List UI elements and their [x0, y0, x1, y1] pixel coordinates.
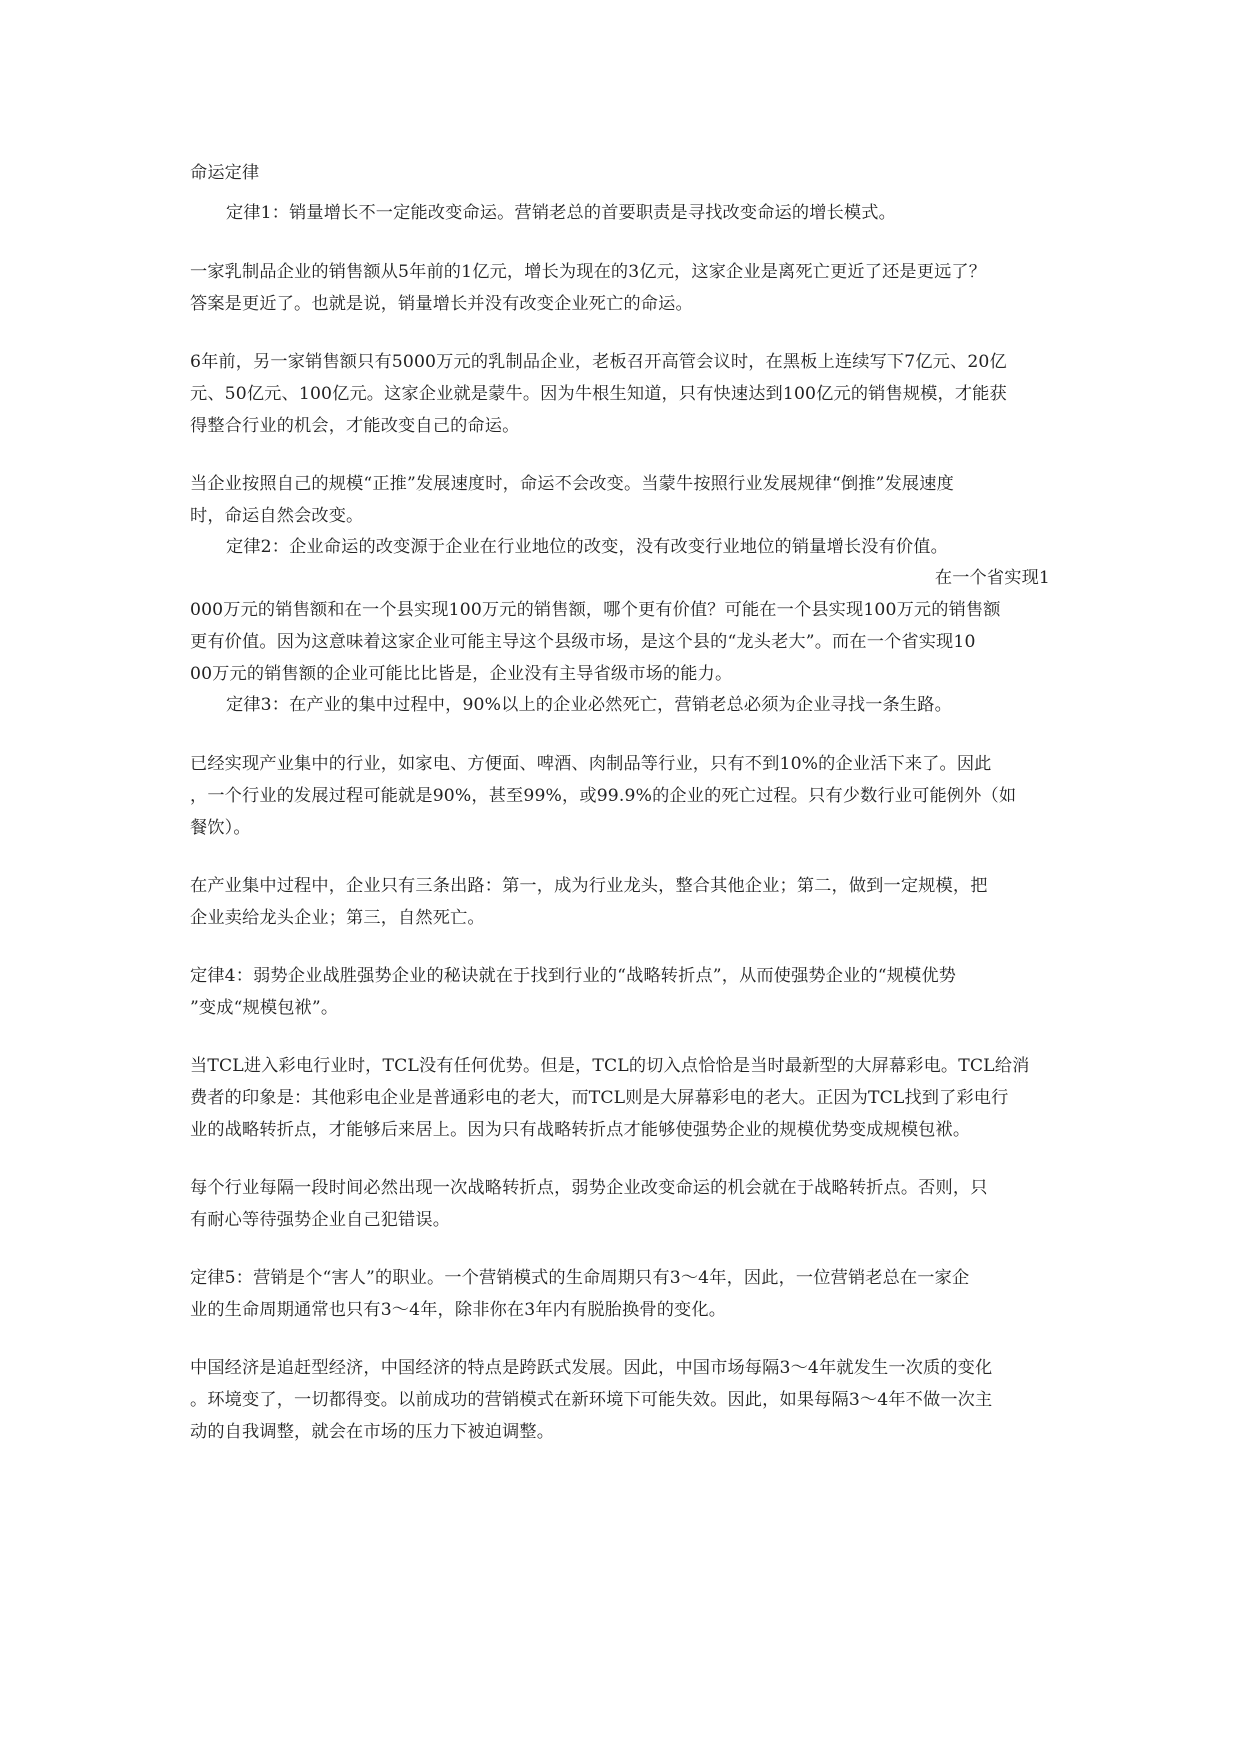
paragraph-line: 已经实现产业集中的行业，如家电、方便面、啤酒、肉制品等行业，只有不到10%的企业活下来了。因此 — [190, 754, 992, 774]
paragraph-line: 00万元的销售额的企业可能比比皆是，企业没有主导省级市场的能力。 — [190, 664, 733, 684]
document-title: 命运定律 — [190, 163, 260, 183]
paragraph-line: 中国经济是追赶型经济，中国经济的特点是跨跃式发展。因此，中国市场每隔3～4年就发生一次质的变化 — [190, 1358, 993, 1378]
paragraph-line: 当企业按照自己的规模“正推”发展速度时，命运不会改变。当蒙牛按照行业发展规律“倒推”发展速度 — [190, 474, 954, 494]
paragraph-line: 在一个省实现1 — [934, 568, 1050, 588]
paragraph-line: 每个行业每隔一段时间必然出现一次战略转折点，弱势企业改变命运的机会就在于战略转折点。否则，只 — [190, 1178, 988, 1198]
law-3-heading: 定律3：在产业的集中过程中，90%以上的企业必然死亡，营销老总必须为企业寻找一条生路。 — [226, 695, 952, 715]
paragraph-line: 更有价值。因为这意味着这家企业可能主导这个县级市场，是这个县的“龙头老大”。而在一个省实现10 — [190, 632, 976, 652]
paragraph-line: 答案是更近了。也就是说，销量增长并没有改变企业死亡的命运。 — [190, 294, 693, 314]
paragraph-line: 得整合行业的机会，才能改变自己的命运。 — [190, 416, 520, 436]
law-5-heading: 定律5：营销是个“害人”的职业。一个营销模式的生命周期只有3～4年，因此，一位营销老总在一家企 — [190, 1268, 970, 1288]
law-2-heading: 定律2：企业命运的改变源于企业在行业地位的改变，没有改变行业地位的销量增长没有价值。 — [226, 537, 948, 557]
paragraph-line: 业的生命周期通常也只有3～4年，除非你在3年内有脱胎换骨的变化。 — [190, 1300, 727, 1320]
paragraph-line: 一家乳制品企业的销售额从5年前的1亿元，增长为现在的3亿元，这家企业是离死亡更近了还是更远了？ — [190, 262, 987, 282]
paragraph-line: ”变成“规模包袱”。 — [190, 998, 339, 1018]
paragraph-line: 有耐心等待强势企业自己犯错误。 — [190, 1210, 451, 1230]
paragraph-line: 业的战略转折点，才能够后来居上。因为只有战略转折点才能够使强势企业的规模优势变成规模包袱。 — [190, 1120, 971, 1140]
paragraph-line: 费者的印象是：其他彩电企业是普通彩电的老大，而TCL则是大屏幕彩电的老大。正因为TCL找到了彩电行 — [190, 1088, 1009, 1108]
paragraph-line: 6年前，另一家销售额只有5000万元的乳制品企业，老板召开高管会议时，在黑板上连续写下7亿元、20亿 — [190, 352, 1007, 372]
paragraph-line: 。环境变了，一切都得变。以前成功的营销模式在新环境下可能失效。因此，如果每隔3～4年不做一次主 — [190, 1390, 993, 1410]
paragraph-line: ，一个行业的发展过程可能就是90%，甚至99%，或99.9%的企业的死亡过程。只有少数行业可能例外（如 — [190, 786, 1017, 806]
law-4-heading: 定律4：弱势企业战胜强势企业的秘诀就在于找到行业的“战略转折点”，从而使强势企业的“规模优势 — [190, 966, 957, 986]
paragraph-line: 000万元的销售额和在一个县实现100万元的销售额，哪个更有价值？可能在一个县实现100万元的销售额 — [190, 600, 1001, 620]
paragraph-line: 动的自我调整，就会在市场的压力下被迫调整。 — [190, 1422, 555, 1442]
paragraph-line: 当TCL进入彩电行业时，TCL没有任何优势。但是，TCL的切入点恰恰是当时最新型的大屏幕彩电。TCL给消 — [190, 1056, 1030, 1076]
paragraph-line: 元、50亿元、100亿元。这家企业就是蒙牛。因为牛根生知道，只有快速达到100亿元的销售规模，才能获 — [190, 384, 1007, 404]
law-1-heading: 定律1：销量增长不一定能改变命运。营销老总的首要职责是寻找改变命运的增长模式。 — [226, 203, 896, 223]
paragraph-line: 在产业集中过程中，企业只有三条出路：第一，成为行业龙头，整合其他企业；第二，做到一定规模，把 — [190, 876, 988, 896]
paragraph-line: 时，命运自然会改变。 — [190, 506, 364, 526]
paragraph-line: 餐饮）。 — [190, 818, 251, 838]
paragraph-line: 企业卖给龙头企业；第三，自然死亡。 — [190, 908, 485, 928]
